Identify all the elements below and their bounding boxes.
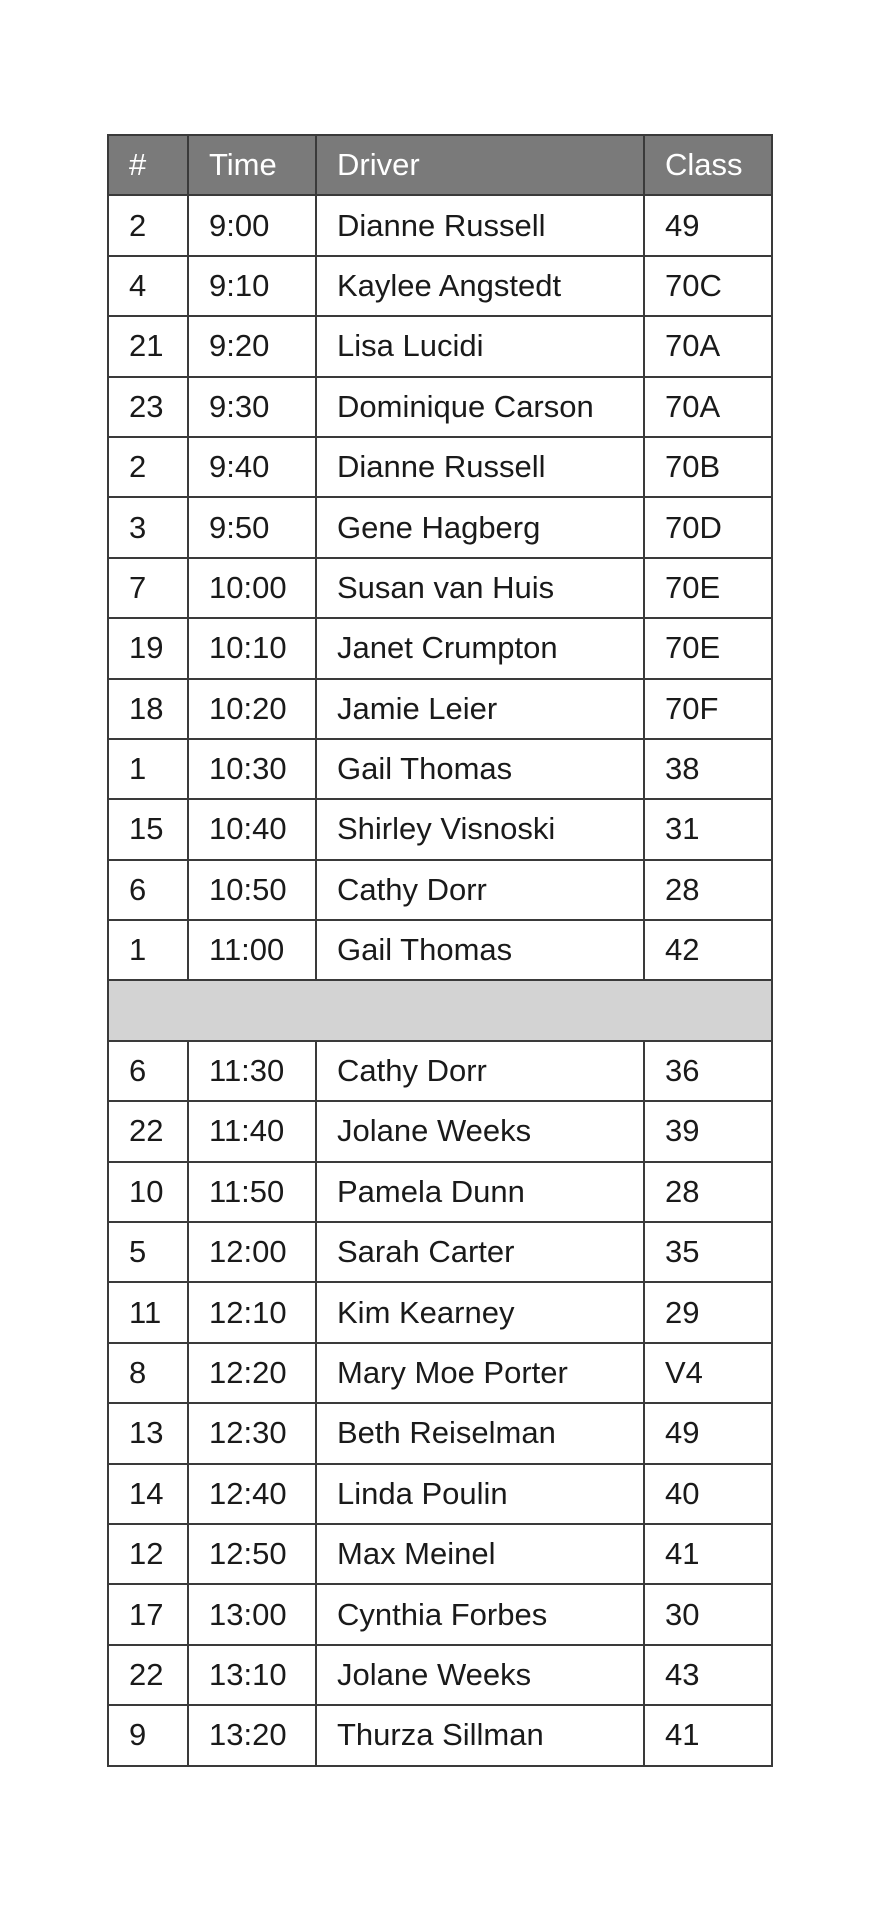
table-body <box>108 195 772 1765</box>
break-cell <box>108 980 772 1040</box>
cell-number: 22 <box>108 1101 188 1161</box>
header-row <box>108 135 772 195</box>
cell-number: 18 <box>108 679 188 739</box>
cell-number: 8 <box>108 1343 188 1403</box>
cell-number: 21 <box>108 316 188 376</box>
table-row <box>108 1222 772 1282</box>
cell-time: 9:20 <box>188 316 316 376</box>
cell-time: 12:20 <box>188 1343 316 1403</box>
cell-time: 9:30 <box>188 377 316 437</box>
cell-class: 28 <box>644 860 772 920</box>
table-row <box>108 920 772 980</box>
table-row <box>108 1282 772 1342</box>
cell-driver: Pamela Dunn <box>316 1162 644 1222</box>
cell-time: 10:30 <box>188 739 316 799</box>
table-row <box>108 618 772 678</box>
cell-class: 43 <box>644 1645 772 1705</box>
cell-class: 41 <box>644 1524 772 1584</box>
table-row <box>108 1101 772 1161</box>
cell-time: 11:30 <box>188 1041 316 1101</box>
table-row <box>108 679 772 739</box>
cell-time: 11:40 <box>188 1101 316 1161</box>
cell-number: 23 <box>108 377 188 437</box>
cell-driver: Beth Reiselman <box>316 1403 644 1463</box>
table-row <box>108 1162 772 1222</box>
cell-driver: Cathy Dorr <box>316 860 644 920</box>
cell-time: 12:30 <box>188 1403 316 1463</box>
cell-number: 22 <box>108 1645 188 1705</box>
cell-number: 1 <box>108 739 188 799</box>
table-row <box>108 1705 772 1765</box>
cell-class: 70E <box>644 618 772 678</box>
table-row <box>108 1524 772 1584</box>
cell-number: 2 <box>108 195 188 255</box>
cell-time: 11:00 <box>188 920 316 980</box>
cell-class: 42 <box>644 920 772 980</box>
cell-class: 70E <box>644 558 772 618</box>
cell-class: V4 <box>644 1343 772 1403</box>
cell-driver: Shirley Visnoski <box>316 799 644 859</box>
table-row <box>108 437 772 497</box>
table-row <box>108 195 772 255</box>
cell-time: 10:00 <box>188 558 316 618</box>
cell-number: 15 <box>108 799 188 859</box>
table-row <box>108 256 772 316</box>
cell-driver: Linda Poulin <box>316 1464 644 1524</box>
cell-time: 12:00 <box>188 1222 316 1282</box>
cell-time: 13:10 <box>188 1645 316 1705</box>
table-row <box>108 799 772 859</box>
cell-number: 12 <box>108 1524 188 1584</box>
cell-driver: Max Meinel <box>316 1524 644 1584</box>
cell-time: 12:10 <box>188 1282 316 1342</box>
cell-class: 31 <box>644 799 772 859</box>
cell-number: 1 <box>108 920 188 980</box>
cell-number: 2 <box>108 437 188 497</box>
table-row <box>108 1645 772 1705</box>
cell-driver: Lisa Lucidi <box>316 316 644 376</box>
cell-class: 70F <box>644 679 772 739</box>
table-row <box>108 860 772 920</box>
cell-driver: Thurza Sillman <box>316 1705 644 1765</box>
cell-number: 6 <box>108 1041 188 1101</box>
cell-class: 49 <box>644 195 772 255</box>
cell-class: 39 <box>644 1101 772 1161</box>
cell-time: 10:20 <box>188 679 316 739</box>
cell-driver: Jolane Weeks <box>316 1645 644 1705</box>
cell-time: 10:50 <box>188 860 316 920</box>
table-row <box>108 316 772 376</box>
cell-time: 11:50 <box>188 1162 316 1222</box>
table-row <box>108 558 772 618</box>
table-row <box>108 1041 772 1101</box>
cell-driver: Dominique Carson <box>316 377 644 437</box>
header-number: # <box>108 135 188 195</box>
cell-time: 10:40 <box>188 799 316 859</box>
cell-class: 36 <box>644 1041 772 1101</box>
table-row <box>108 377 772 437</box>
cell-class: 29 <box>644 1282 772 1342</box>
cell-driver: Sarah Carter <box>316 1222 644 1282</box>
cell-class: 70A <box>644 377 772 437</box>
table-row <box>108 739 772 799</box>
cell-class: 70C <box>644 256 772 316</box>
cell-time: 10:10 <box>188 618 316 678</box>
cell-number: 3 <box>108 497 188 557</box>
cell-number: 9 <box>108 1705 188 1765</box>
cell-driver: Cynthia Forbes <box>316 1584 644 1644</box>
cell-driver: Gene Hagberg <box>316 497 644 557</box>
cell-driver: Gail Thomas <box>316 739 644 799</box>
cell-driver: Jamie Leier <box>316 679 644 739</box>
cell-driver: Kim Kearney <box>316 1282 644 1342</box>
cell-driver: Cathy Dorr <box>316 1041 644 1101</box>
cell-driver: Gail Thomas <box>316 920 644 980</box>
cell-driver: Janet Crumpton <box>316 618 644 678</box>
cell-driver: Dianne Russell <box>316 437 644 497</box>
table-row <box>108 1343 772 1403</box>
cell-class: 28 <box>644 1162 772 1222</box>
cell-driver: Susan van Huis <box>316 558 644 618</box>
table-row <box>108 497 772 557</box>
cell-class: 38 <box>644 739 772 799</box>
driver-schedule-table <box>107 134 773 1767</box>
cell-number: 5 <box>108 1222 188 1282</box>
table-header <box>108 135 772 195</box>
cell-driver: Jolane Weeks <box>316 1101 644 1161</box>
header-class: Class <box>644 135 772 195</box>
cell-time: 13:00 <box>188 1584 316 1644</box>
table-row <box>108 1464 772 1524</box>
cell-time: 9:00 <box>188 195 316 255</box>
cell-time: 12:40 <box>188 1464 316 1524</box>
cell-driver: Mary Moe Porter <box>316 1343 644 1403</box>
cell-class: 30 <box>644 1584 772 1644</box>
cell-class: 70A <box>644 316 772 376</box>
cell-number: 19 <box>108 618 188 678</box>
header-time: Time <box>188 135 316 195</box>
header-driver: Driver <box>316 135 644 195</box>
cell-driver: Dianne Russell <box>316 195 644 255</box>
cell-number: 11 <box>108 1282 188 1342</box>
table-row <box>108 1584 772 1644</box>
cell-number: 14 <box>108 1464 188 1524</box>
break-row <box>108 980 772 1040</box>
cell-time: 9:40 <box>188 437 316 497</box>
cell-class: 41 <box>644 1705 772 1765</box>
cell-number: 17 <box>108 1584 188 1644</box>
cell-class: 49 <box>644 1403 772 1463</box>
cell-number: 4 <box>108 256 188 316</box>
cell-class: 70B <box>644 437 772 497</box>
cell-number: 13 <box>108 1403 188 1463</box>
cell-driver: Kaylee Angstedt <box>316 256 644 316</box>
cell-class: 70D <box>644 497 772 557</box>
table-row <box>108 1403 772 1463</box>
cell-class: 35 <box>644 1222 772 1282</box>
cell-time: 12:50 <box>188 1524 316 1584</box>
cell-time: 13:20 <box>188 1705 316 1765</box>
cell-class: 40 <box>644 1464 772 1524</box>
cell-time: 9:50 <box>188 497 316 557</box>
cell-number: 7 <box>108 558 188 618</box>
cell-time: 9:10 <box>188 256 316 316</box>
cell-number: 6 <box>108 860 188 920</box>
cell-number: 10 <box>108 1162 188 1222</box>
